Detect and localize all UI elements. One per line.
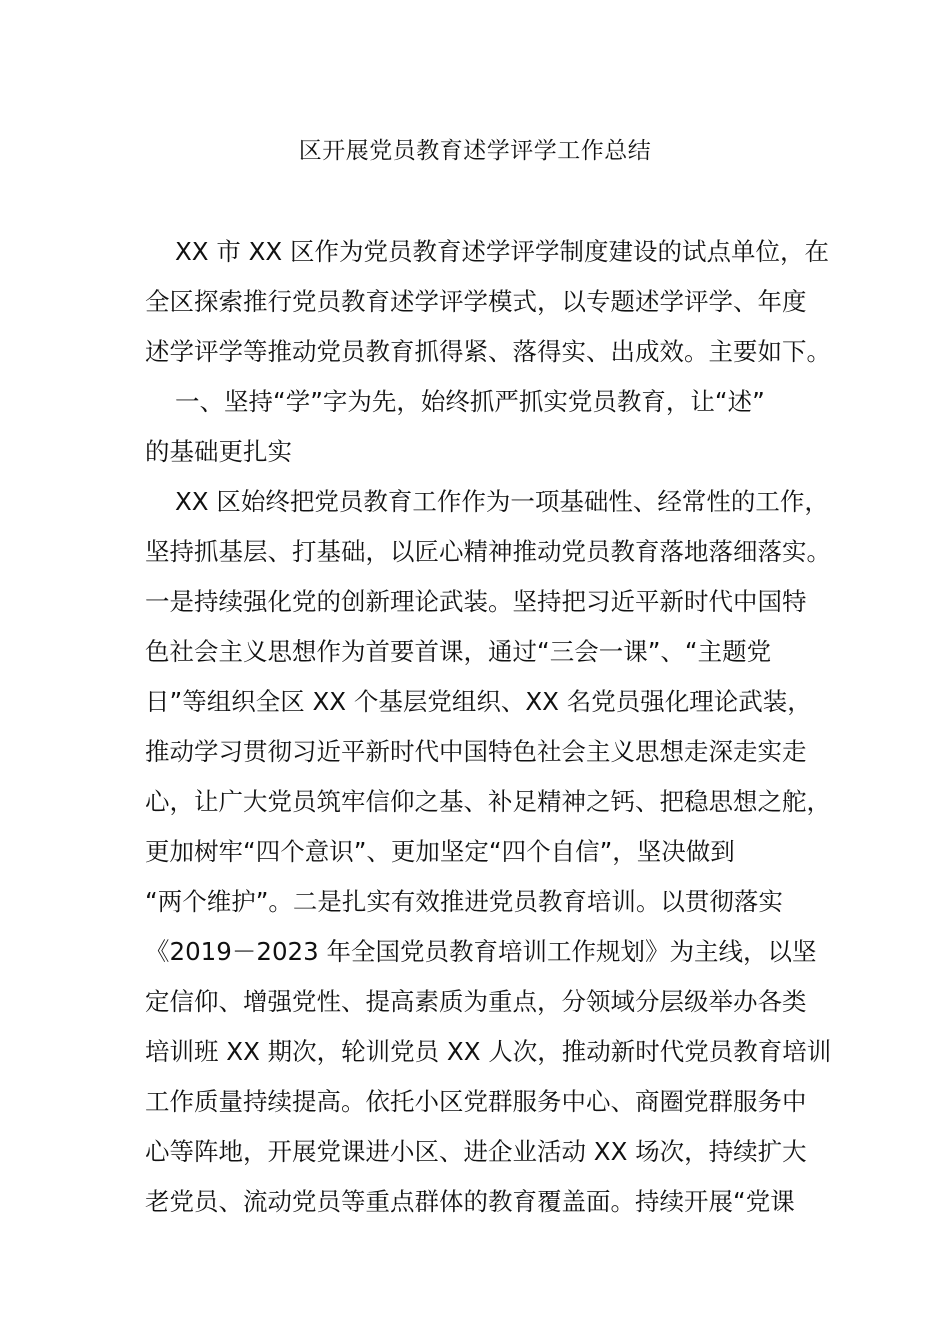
paragraph-line: 心等阵地，开展党课进小区、进企业活动 XX 场次，持续扩大: [145, 1137, 807, 1166]
paragraph-line: 定信仰、增强党性、提高素质为重点，分领域分层级举办各类: [145, 987, 807, 1016]
paragraph-line: 培训班 XX 期次，轮训党员 XX 人次，推动新时代党员教育培训: [145, 1037, 832, 1066]
paragraph-line: XX 市 XX 区作为党员教育述学评学制度建设的试点单位，在: [175, 237, 829, 266]
paragraph-line: “两个维护”。二是扎实有效推进党员教育培训。以贯彻落实: [145, 887, 783, 916]
paragraph-line: 推动学习贯彻习近平新时代中国特色社会主义思想走深走实走: [145, 737, 807, 766]
paragraph-line: 日”等组织全区 XX 个基层党组织、XX 名党员强化理论武装，: [145, 687, 812, 716]
paragraph-line: 《2019－2023 年全国党员教育培训工作规划》为主线，以坚: [145, 937, 817, 966]
paragraph-line: 更加树牢“四个意识”、更加坚定“四个自信”，坚决做到: [145, 837, 735, 866]
paragraph-line: 坚持抓基层、打基础，以匠心精神推动党员教育落地落细落实。: [145, 537, 831, 566]
paragraph-line: 述学评学等推动党员教育抓得紧、落得实、出成效。主要如下。: [145, 337, 831, 366]
paragraph-line: 心，让广大党员筑牢信仰之基、补足精神之钙、把稳思想之舵，: [145, 787, 831, 816]
paragraph-line: 色社会主义思想作为首要首课，通过“三会一课”、“主题党: [145, 637, 772, 666]
paragraph-line: 全区探索推行党员教育述学评学模式，以专题述学评学、年度: [145, 287, 807, 316]
paragraph-line: 一是持续强化党的创新理论武装。坚持把习近平新时代中国特: [145, 587, 807, 616]
section-heading-line: 一、坚持“学”字为先，始终抓严抓实党员教育，让“述”: [175, 387, 765, 416]
paragraph-line: 工作质量持续提高。依托小区党群服务中心、商圈党群服务中: [145, 1087, 807, 1116]
section-heading-line: 的基础更扎实: [145, 437, 292, 466]
paragraph-line: XX 区始终把党员教育工作作为一项基础性、经常性的工作，: [175, 487, 829, 516]
document-title: 区开展党员教育述学评学工作总结: [298, 138, 652, 164]
paragraph-line: 老党员、流动党员等重点群体的教育覆盖面。持续开展“党课: [145, 1187, 795, 1216]
document-body: [145, 232, 832, 1232]
